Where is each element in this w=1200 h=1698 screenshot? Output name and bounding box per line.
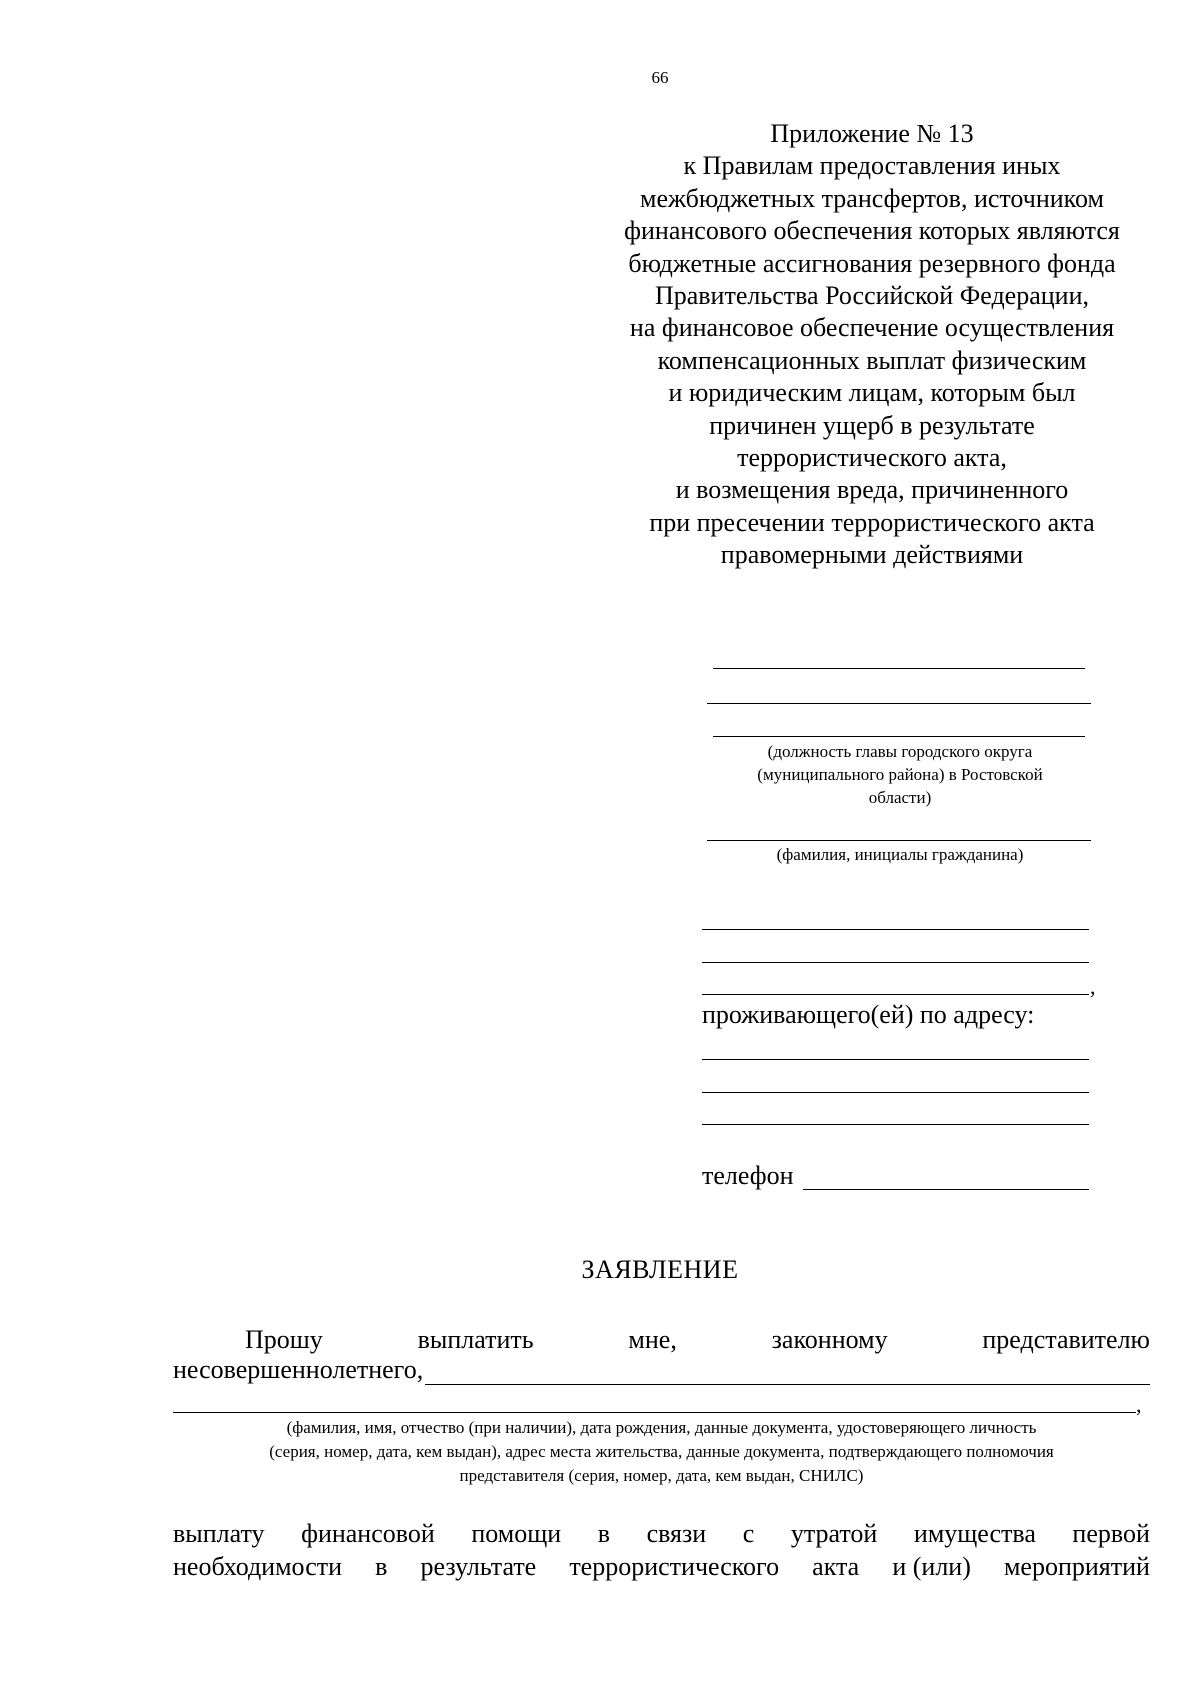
statement-word: в <box>597 1519 610 1548</box>
minor-row <box>173 1355 1150 1385</box>
citizen-details-comma: , <box>1090 974 1096 999</box>
address-line[interactable] <box>702 1124 1089 1125</box>
citizen-details-line[interactable] <box>702 962 1089 963</box>
appendix-line: и возмещения вреда, причиненного <box>675 475 1069 505</box>
page-number: 66 <box>651 68 669 87</box>
appendix-line: и юридическим лицам, которым был <box>668 378 1076 408</box>
representative-caption-line: (серия, номер, дата, кем выдан), адрес места жительства, данные документа, подтверждающего полномочия <box>269 1442 1054 1461</box>
statement-body-line <box>173 1552 1150 1582</box>
statement-word: террористического <box>569 1552 780 1581</box>
minor-label: несовершеннолетнего, <box>173 1355 424 1384</box>
position-blank-line[interactable] <box>707 703 1091 704</box>
position-caption-line: (муниципального района) в Ростовской <box>757 765 1043 784</box>
appendix-line: причинен ущерб в результате <box>709 410 1035 440</box>
residing-address-label: проживающего(ей) по адресу: <box>702 1000 1035 1029</box>
statement-word: выплатить <box>417 1325 534 1354</box>
citizen-name-caption: (фамилия, инициалы гражданина) <box>776 845 1024 864</box>
statement-first-line <box>245 1325 1150 1355</box>
statement-word: финансовой <box>301 1519 435 1548</box>
statement-word: акта <box>812 1552 860 1581</box>
statement-word: связи <box>646 1519 707 1548</box>
statement-word: в <box>375 1552 388 1581</box>
representative-caption-line: (фамилия, имя, отчество (при наличии), дата рождения, данные документа, удостоверяющего личность <box>286 1418 1037 1437</box>
position-blank-line[interactable] <box>713 668 1085 669</box>
appendix-line: на финансовое обеспечение осуществления <box>629 313 1115 343</box>
appendix-line: компенсационных выплат физическим <box>657 345 1087 375</box>
statement-word: результате <box>420 1552 537 1581</box>
appendix-line: межбюджетных трансфертов, источником <box>640 183 1104 213</box>
representative-caption-line: представителя (серия, номер, дата, кем выдан, СНИЛС) <box>459 1466 864 1485</box>
statement-word: выплату <box>173 1519 265 1548</box>
statement-word: имущества <box>913 1519 1036 1548</box>
address-line[interactable] <box>702 1059 1089 1060</box>
statement-title: ЗАЯВЛЕНИЕ <box>581 1255 739 1284</box>
minor-name-blank-line[interactable] <box>425 1360 1150 1385</box>
citizen-name-line[interactable] <box>707 840 1091 841</box>
address-line[interactable] <box>702 1092 1089 1093</box>
statement-word: утратой <box>790 1519 878 1548</box>
appendix-line: финансового обеспечения которых являются <box>624 216 1120 246</box>
appendix-line: Правительства Российской Федерации, <box>654 281 1090 311</box>
position-caption-line: области) <box>868 788 932 807</box>
representative-details-comma: , <box>1136 1392 1142 1417</box>
statement-word: мне, <box>628 1325 677 1354</box>
appendix-line: бюджетные ассигнования резервного фонда <box>628 248 1116 278</box>
citizen-details-line[interactable] <box>702 994 1089 995</box>
statement-word: помощи <box>471 1519 562 1548</box>
position-caption <box>700 740 1100 809</box>
position-caption-line: (должность главы городского округа <box>767 742 1033 761</box>
statement-body-line <box>173 1519 1150 1549</box>
statement-word: мероприятий <box>1003 1552 1150 1581</box>
statement-word: с <box>742 1519 755 1548</box>
statement-word: и (или) <box>892 1552 971 1581</box>
appendix-line: террористического акта, <box>737 443 1007 473</box>
statement-word: законному <box>771 1325 888 1354</box>
appendix-line: Приложение № 13 <box>770 119 974 148</box>
statement-word: представителю <box>982 1325 1150 1354</box>
appendix-line: при пресечении террористического акта <box>649 507 1095 537</box>
appendix-line: к Правилам предоставления иных <box>683 151 1061 181</box>
appendix-line: правомерными действиями <box>720 540 1024 570</box>
phone-label: телефон <box>702 1161 794 1190</box>
statement-word: Прошу <box>245 1325 323 1354</box>
citizen-details-line[interactable] <box>702 929 1089 930</box>
statement-word: необходимости <box>173 1552 343 1581</box>
representative-details-line[interactable] <box>173 1412 1136 1413</box>
phone-line[interactable] <box>803 1189 1089 1190</box>
statement-word: первой <box>1072 1519 1150 1548</box>
appendix-heading <box>575 118 1169 572</box>
representative-caption <box>173 1416 1150 1488</box>
position-blank-line[interactable] <box>713 736 1085 737</box>
